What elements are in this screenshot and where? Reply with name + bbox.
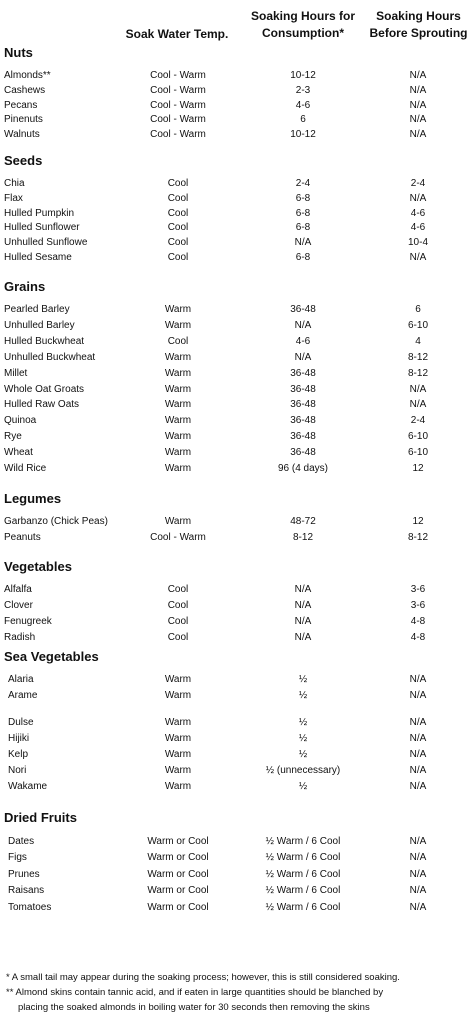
table-row (0, 250, 471, 265)
cell-item-name: Figs (8, 852, 27, 864)
cell-sprouting-hours: N/A (409, 836, 427, 847)
section-title: Nuts (4, 45, 33, 60)
table-row (0, 731, 471, 746)
cell-item-name: Pecans (4, 99, 38, 111)
column-header-consumption (238, 8, 368, 42)
cell-sprouting-hours: 4-6 (410, 222, 426, 234)
cell-item-name: Millet (4, 367, 28, 379)
cell-consumption-hours: 2-3 (295, 84, 311, 96)
cell-item-name: Cashews (4, 84, 46, 96)
cell-item-name: Unhulled Sunflowe (4, 237, 88, 249)
cell-item-name: Pinenuts (4, 114, 43, 126)
cell-item-name: Flax (4, 192, 23, 204)
cell-soak-temp: Warm (164, 733, 192, 744)
cell-item-name: Unhulled Barley (4, 319, 75, 331)
table-row (0, 206, 471, 221)
cell-sprouting-hours: 8-12 (407, 532, 428, 543)
cell-soak-temp: Warm (164, 749, 192, 760)
cell-consumption-hours: 4-6 (295, 99, 311, 111)
cell-soak-temp: Warm or Cool (147, 901, 209, 913)
footnote-tail: * A small tail may appear during the soaking process; however, this is still considered soaking. (6, 972, 400, 983)
table-row (0, 191, 471, 206)
cell-sprouting-hours: 12 (412, 516, 424, 527)
cell-consumption-hours: ½ Warm / 6 Cool (265, 868, 341, 880)
cell-sprouting-hours: 4 (415, 335, 421, 347)
cell-soak-temp: Warm or Cool (147, 868, 209, 880)
cell-item-name: Fenugreek (4, 616, 52, 627)
table-row (0, 127, 471, 142)
column-header-sprouting (366, 8, 471, 42)
cell-item-name: Quinoa (4, 415, 37, 427)
table-row (0, 382, 471, 397)
cell-item-name: Hulled Buckwheat (4, 335, 85, 347)
cell-item-name: Kelp (8, 749, 29, 760)
cell-sprouting-hours: 12 (412, 463, 424, 474)
table-row (0, 688, 471, 703)
cell-item-name: Raisans (8, 885, 45, 897)
section-title: Legumes (4, 491, 62, 506)
cell-item-name: Hijiki (8, 733, 30, 744)
column-header-row (0, 4, 471, 44)
cell-soak-temp: Cool - Warm (150, 114, 206, 126)
cell-item-name: Dates (8, 836, 35, 847)
cell-sprouting-hours: 8-12 (407, 367, 428, 379)
cell-item-name: Rye (4, 431, 22, 443)
cell-consumption-hours: 6-8 (295, 222, 311, 234)
table-row (0, 68, 471, 83)
cell-sprouting-hours: N/A (409, 733, 427, 744)
table-row (0, 334, 471, 349)
cell-soak-temp: Warm (164, 383, 192, 395)
cell-item-name: Chia (4, 178, 25, 189)
cell-consumption-hours: 96 (4 days) (277, 463, 329, 474)
section-title: Seeds (4, 153, 43, 168)
cell-item-name: Pearled Barley (4, 304, 70, 315)
cell-sprouting-hours: N/A (409, 674, 427, 685)
cell-sprouting-hours: 2-4 (410, 415, 426, 427)
cell-consumption-hours: 36-48 (290, 447, 316, 459)
cell-soak-temp: Warm (164, 674, 192, 685)
column-header-sprouting-line-1: Soaking Hours (376, 9, 461, 23)
table-row (0, 715, 471, 730)
cell-soak-temp: Warm (164, 351, 192, 363)
cell-consumption-hours: ½ Warm / 6 Cool (265, 836, 341, 847)
cell-soak-temp: Warm (164, 319, 192, 331)
table-row (0, 867, 471, 882)
cell-sprouting-hours: N/A (409, 383, 427, 395)
cell-soak-temp: Warm (164, 516, 192, 527)
column-header-sprouting-line-2: Before Sprouting (369, 26, 468, 40)
cell-consumption-hours: N/A (294, 237, 312, 249)
cell-sprouting-hours: N/A (409, 885, 427, 897)
cell-soak-temp: Cool - Warm (150, 99, 206, 111)
table-row (0, 850, 471, 865)
table-row (0, 582, 471, 597)
table-row (0, 672, 471, 687)
table-row (0, 514, 471, 529)
cell-item-name: Nori (8, 765, 27, 776)
table-row (0, 235, 471, 250)
cell-item-name: Unhulled Buckwheat (4, 351, 96, 363)
cell-item-name: Dulse (8, 717, 34, 728)
cell-item-name: Hulled Sesame (4, 252, 72, 263)
cell-consumption-hours: ½ (298, 733, 308, 744)
cell-item-name: Tomatoes (8, 901, 52, 913)
cell-soak-temp: Cool (167, 178, 189, 189)
cell-item-name: Alfalfa (4, 584, 32, 595)
cell-sprouting-hours: N/A (409, 114, 427, 126)
table-row (0, 445, 471, 460)
cell-item-name: Arame (8, 690, 38, 701)
cell-soak-temp: Warm (164, 367, 192, 379)
cell-sprouting-hours: N/A (409, 868, 427, 880)
cell-sprouting-hours: 6-10 (407, 319, 428, 331)
cell-sprouting-hours: 4-8 (410, 616, 426, 627)
cell-item-name: Almonds** (4, 70, 51, 81)
cell-consumption-hours: ½ Warm / 6 Cool (265, 852, 341, 864)
cell-consumption-hours: 10-12 (290, 129, 316, 141)
cell-soak-temp: Cool (167, 616, 189, 627)
table-row (0, 834, 471, 849)
table-row (0, 614, 471, 629)
table-row (0, 763, 471, 778)
cell-soak-temp: Warm (164, 781, 192, 792)
cell-soak-temp: Cool (167, 335, 189, 347)
cell-consumption-hours: 10-12 (290, 70, 316, 81)
table-row (0, 429, 471, 444)
table-row (0, 530, 471, 545)
cell-consumption-hours: 36-48 (290, 367, 316, 379)
cell-sprouting-hours: N/A (409, 84, 427, 96)
cell-sprouting-hours: N/A (409, 99, 427, 111)
table-row (0, 366, 471, 381)
section-title: Dried Fruits (4, 810, 77, 825)
cell-consumption-hours: ½ (298, 690, 308, 701)
cell-item-name: Hulled Sunflower (4, 222, 80, 234)
cell-consumption-hours: N/A (294, 351, 312, 363)
table-row (0, 112, 471, 127)
table-row (0, 598, 471, 613)
table-row (0, 413, 471, 428)
cell-soak-temp: Cool - Warm (150, 129, 206, 141)
cell-sprouting-hours: N/A (409, 717, 427, 728)
cell-soak-temp: Cool (167, 584, 189, 595)
cell-sprouting-hours: N/A (409, 901, 427, 913)
cell-soak-temp: Cool (167, 252, 189, 263)
cell-sprouting-hours: N/A (409, 749, 427, 760)
column-header-temp: Soak Water Temp. (125, 27, 229, 41)
cell-item-name: Whole Oat Groats (4, 383, 85, 395)
cell-item-name: Prunes (8, 868, 40, 880)
cell-sprouting-hours: 3-6 (410, 600, 426, 611)
cell-soak-temp: Warm or Cool (147, 852, 209, 864)
table-row (0, 630, 471, 645)
table-row (0, 98, 471, 113)
cell-consumption-hours: 4-6 (295, 335, 311, 347)
cell-item-name: Hulled Raw Oats (4, 399, 80, 411)
cell-sprouting-hours: 6-10 (407, 431, 428, 443)
cell-item-name: Wheat (4, 447, 33, 459)
table-row (0, 900, 471, 915)
cell-sprouting-hours: 10-4 (407, 237, 428, 249)
cell-consumption-hours: ½ Warm / 6 Cool (265, 901, 341, 913)
cell-soak-temp: Cool - Warm (150, 532, 206, 543)
cell-sprouting-hours: N/A (409, 781, 427, 792)
section-title: Vegetables (4, 559, 72, 574)
cell-consumption-hours: N/A (294, 319, 312, 331)
cell-sprouting-hours: 3-6 (410, 584, 426, 595)
cell-consumption-hours: ½ (unnecessary) (265, 765, 341, 776)
cell-soak-temp: Cool (167, 192, 189, 204)
cell-consumption-hours: 36-48 (290, 415, 316, 427)
cell-consumption-hours: ½ (298, 717, 308, 728)
cell-sprouting-hours: N/A (409, 399, 427, 411)
cell-consumption-hours: 6-8 (295, 252, 311, 263)
cell-soak-temp: Warm (164, 431, 192, 443)
cell-consumption-hours: 8-12 (292, 532, 313, 543)
cell-soak-temp: Warm (164, 304, 192, 315)
cell-item-name: Garbanzo (Chick Peas) (4, 516, 108, 527)
cell-item-name: Wild Rice (4, 463, 47, 474)
cell-sprouting-hours: 4-6 (410, 207, 426, 219)
cell-consumption-hours: 6-8 (295, 192, 311, 204)
cell-sprouting-hours: 2-4 (410, 178, 426, 189)
cell-item-name: Hulled Pumpkin (4, 207, 75, 219)
section-title: Grains (4, 279, 46, 294)
table-row (0, 883, 471, 898)
cell-consumption-hours: 6-8 (295, 207, 311, 219)
cell-soak-temp: Warm or Cool (147, 836, 209, 847)
cell-consumption-hours: ½ Warm / 6 Cool (265, 885, 341, 897)
cell-consumption-hours: N/A (294, 616, 312, 627)
cell-consumption-hours: 36-48 (290, 431, 316, 443)
cell-item-name: Radish (4, 632, 36, 643)
cell-consumption-hours: 36-48 (290, 399, 316, 411)
cell-sprouting-hours: 4-8 (410, 632, 426, 643)
cell-consumption-hours: 48-72 (290, 516, 316, 527)
cell-soak-temp: Warm (164, 717, 192, 728)
cell-consumption-hours: ½ (298, 781, 308, 792)
cell-consumption-hours: 6 (300, 114, 306, 126)
cell-consumption-hours: ½ (298, 749, 308, 760)
footnote-almond-line-2: placing the soaked almonds in boiling water for 30 seconds then removing the skins (18, 1002, 370, 1013)
cell-item-name: Walnuts (4, 129, 40, 141)
cell-soak-temp: Cool (167, 600, 189, 611)
cell-soak-temp: Warm or Cool (147, 885, 209, 897)
table-row (0, 302, 471, 317)
cell-soak-temp: Warm (164, 690, 192, 701)
cell-soak-temp: Warm (164, 399, 192, 411)
cell-item-name: Alaria (8, 674, 34, 685)
cell-soak-temp: Cool (167, 207, 189, 219)
section-title: Sea Vegetables (4, 649, 99, 664)
cell-soak-temp: Warm (164, 463, 192, 474)
cell-consumption-hours: ½ (298, 674, 308, 685)
table-row (0, 220, 471, 235)
cell-sprouting-hours: N/A (409, 252, 427, 263)
cell-soak-temp: Warm (164, 447, 192, 459)
cell-soak-temp: Cool (167, 237, 189, 249)
cell-sprouting-hours: N/A (409, 690, 427, 701)
table-row (0, 350, 471, 365)
cell-soak-temp: Cool (167, 222, 189, 234)
cell-item-name: Peanuts (4, 532, 41, 543)
cell-soak-temp: Warm (164, 415, 192, 427)
cell-item-name: Clover (4, 600, 33, 611)
cell-consumption-hours: N/A (294, 600, 312, 611)
cell-sprouting-hours: N/A (409, 192, 427, 204)
cell-sprouting-hours: N/A (409, 765, 427, 776)
table-row (0, 747, 471, 762)
cell-sprouting-hours: 6 (415, 304, 421, 315)
cell-soak-temp: Cool - Warm (150, 70, 206, 81)
table-row (0, 779, 471, 794)
cell-sprouting-hours: N/A (409, 129, 427, 141)
table-row (0, 176, 471, 191)
cell-sprouting-hours: N/A (409, 852, 427, 864)
table-row (0, 461, 471, 476)
table-row (0, 83, 471, 98)
cell-soak-temp: Warm (164, 765, 192, 776)
cell-sprouting-hours: N/A (409, 70, 427, 81)
cell-soak-temp: Cool - Warm (150, 84, 206, 96)
cell-consumption-hours: 36-48 (290, 383, 316, 395)
cell-consumption-hours: 36-48 (290, 304, 316, 315)
cell-consumption-hours: 2-4 (295, 178, 311, 189)
cell-sprouting-hours: 8-12 (407, 351, 428, 363)
column-header-consumption-line-1: Soaking Hours for (250, 9, 355, 23)
cell-sprouting-hours: 6-10 (407, 447, 428, 459)
cell-consumption-hours: N/A (294, 584, 312, 595)
cell-soak-temp: Cool (167, 632, 189, 643)
table-row (0, 397, 471, 412)
cell-item-name: Wakame (8, 781, 48, 792)
column-header-consumption-line-2: Consumption* (262, 26, 344, 40)
footnote-almond-line-1: ** Almond skins contain tannic acid, and if eaten in large quantities should be blanched by (6, 987, 384, 998)
cell-consumption-hours: N/A (294, 632, 312, 643)
table-row (0, 318, 471, 333)
